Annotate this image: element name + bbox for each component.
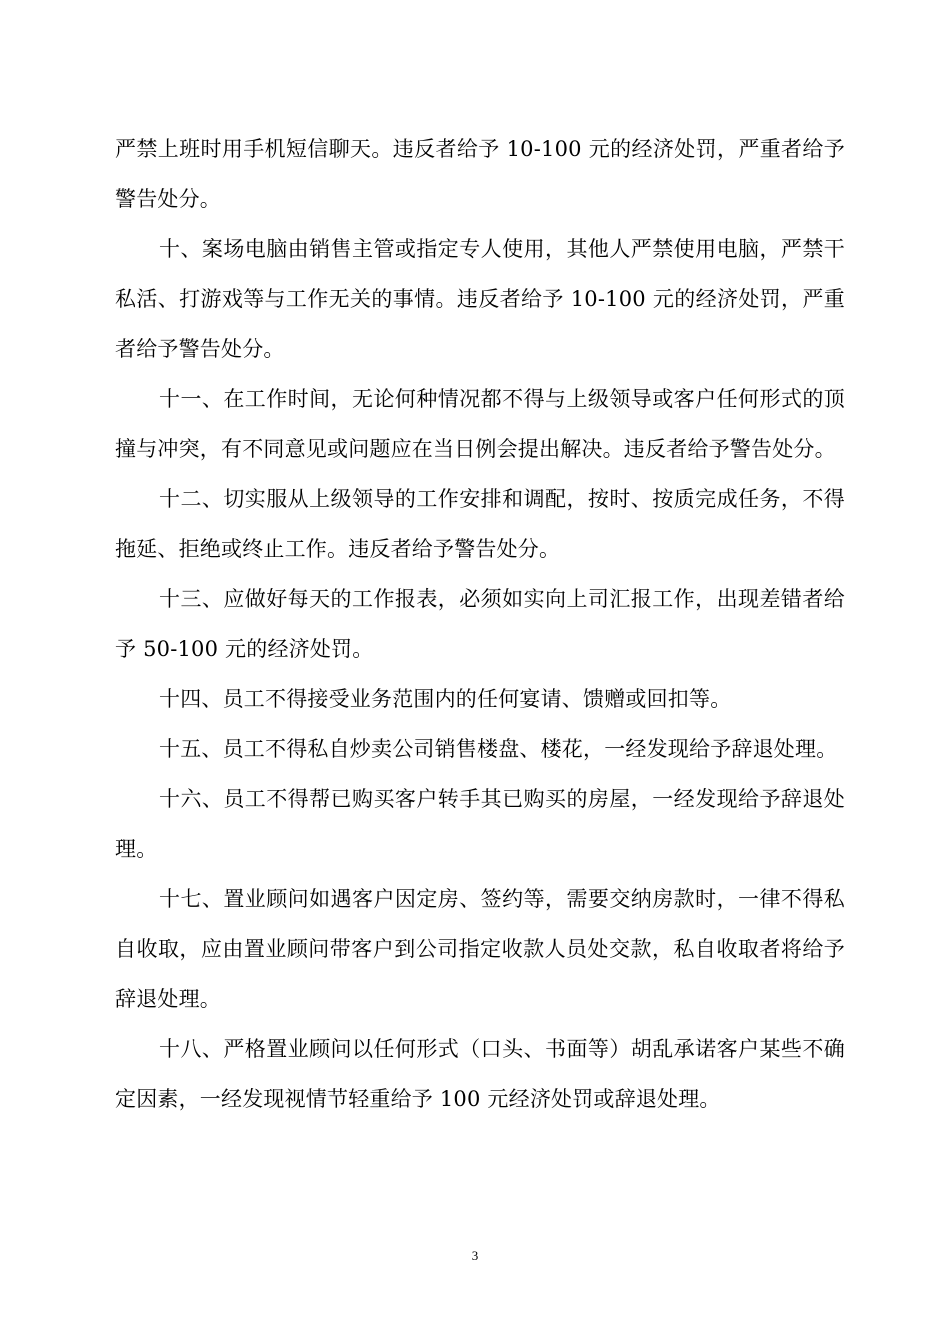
paragraph-item-10: 十、案场电脑由销售主管或指定专人使用，其他人严禁使用电脑，严禁干私活、打游戏等与工作无关的事情。违反者给予 10-100 元的经济处罚，严重者给予警告处分。	[115, 237, 845, 361]
paragraph-item-15: 十五、员工不得私自炒卖公司销售楼盘、楼花，一经发现给予辞退处理。	[159, 737, 838, 761]
paragraph-item-16: 十六、员工不得帮已购买客户转手其已购买的房屋，一经发现给予辞退处理。	[115, 787, 845, 861]
paragraph-item-13: 十三、应做好每天的工作报表，必须如实向上司汇报工作，出现差错者给予 50-100 元的经济处罚。	[115, 587, 845, 661]
paragraph-item-18: 十八、严格置业顾问以任何形式（口头、书面等）胡乱承诺客户某些不确定因素，一经发现视情节轻重给予 100 元经济处罚或辞退处理。	[115, 1037, 845, 1111]
paragraph-continuation: 严禁上班时用手机短信聊天。违反者给予 10-100 元的经济处罚，严重者给予警告处分。	[115, 137, 845, 211]
paragraph-item-14: 十四、员工不得接受业务范围内的任何宴请、馈赠或回扣等。	[159, 687, 732, 711]
paragraph-item-11: 十一、在工作时间，无论何种情况都不得与上级领导或客户任何形式的顶撞与冲突，有不同意见或问题应在当日例会提出解决。违反者给予警告处分。	[115, 387, 845, 461]
paragraph-item-12: 十二、切实服从上级领导的工作安排和调配，按时、按质完成任务，不得拖延、拒绝或终止工作。违反者给予警告处分。	[115, 487, 845, 561]
paragraph-item-17: 十七、置业顾问如遇客户因定房、签约等，需要交纳房款时，一律不得私自收取，应由置业顾问带客户到公司指定收款人员处交款，私自收取者将给予辞退处理。	[115, 887, 845, 1011]
page-number: 3	[471, 1248, 479, 1263]
document-body	[115, 124, 845, 1124]
